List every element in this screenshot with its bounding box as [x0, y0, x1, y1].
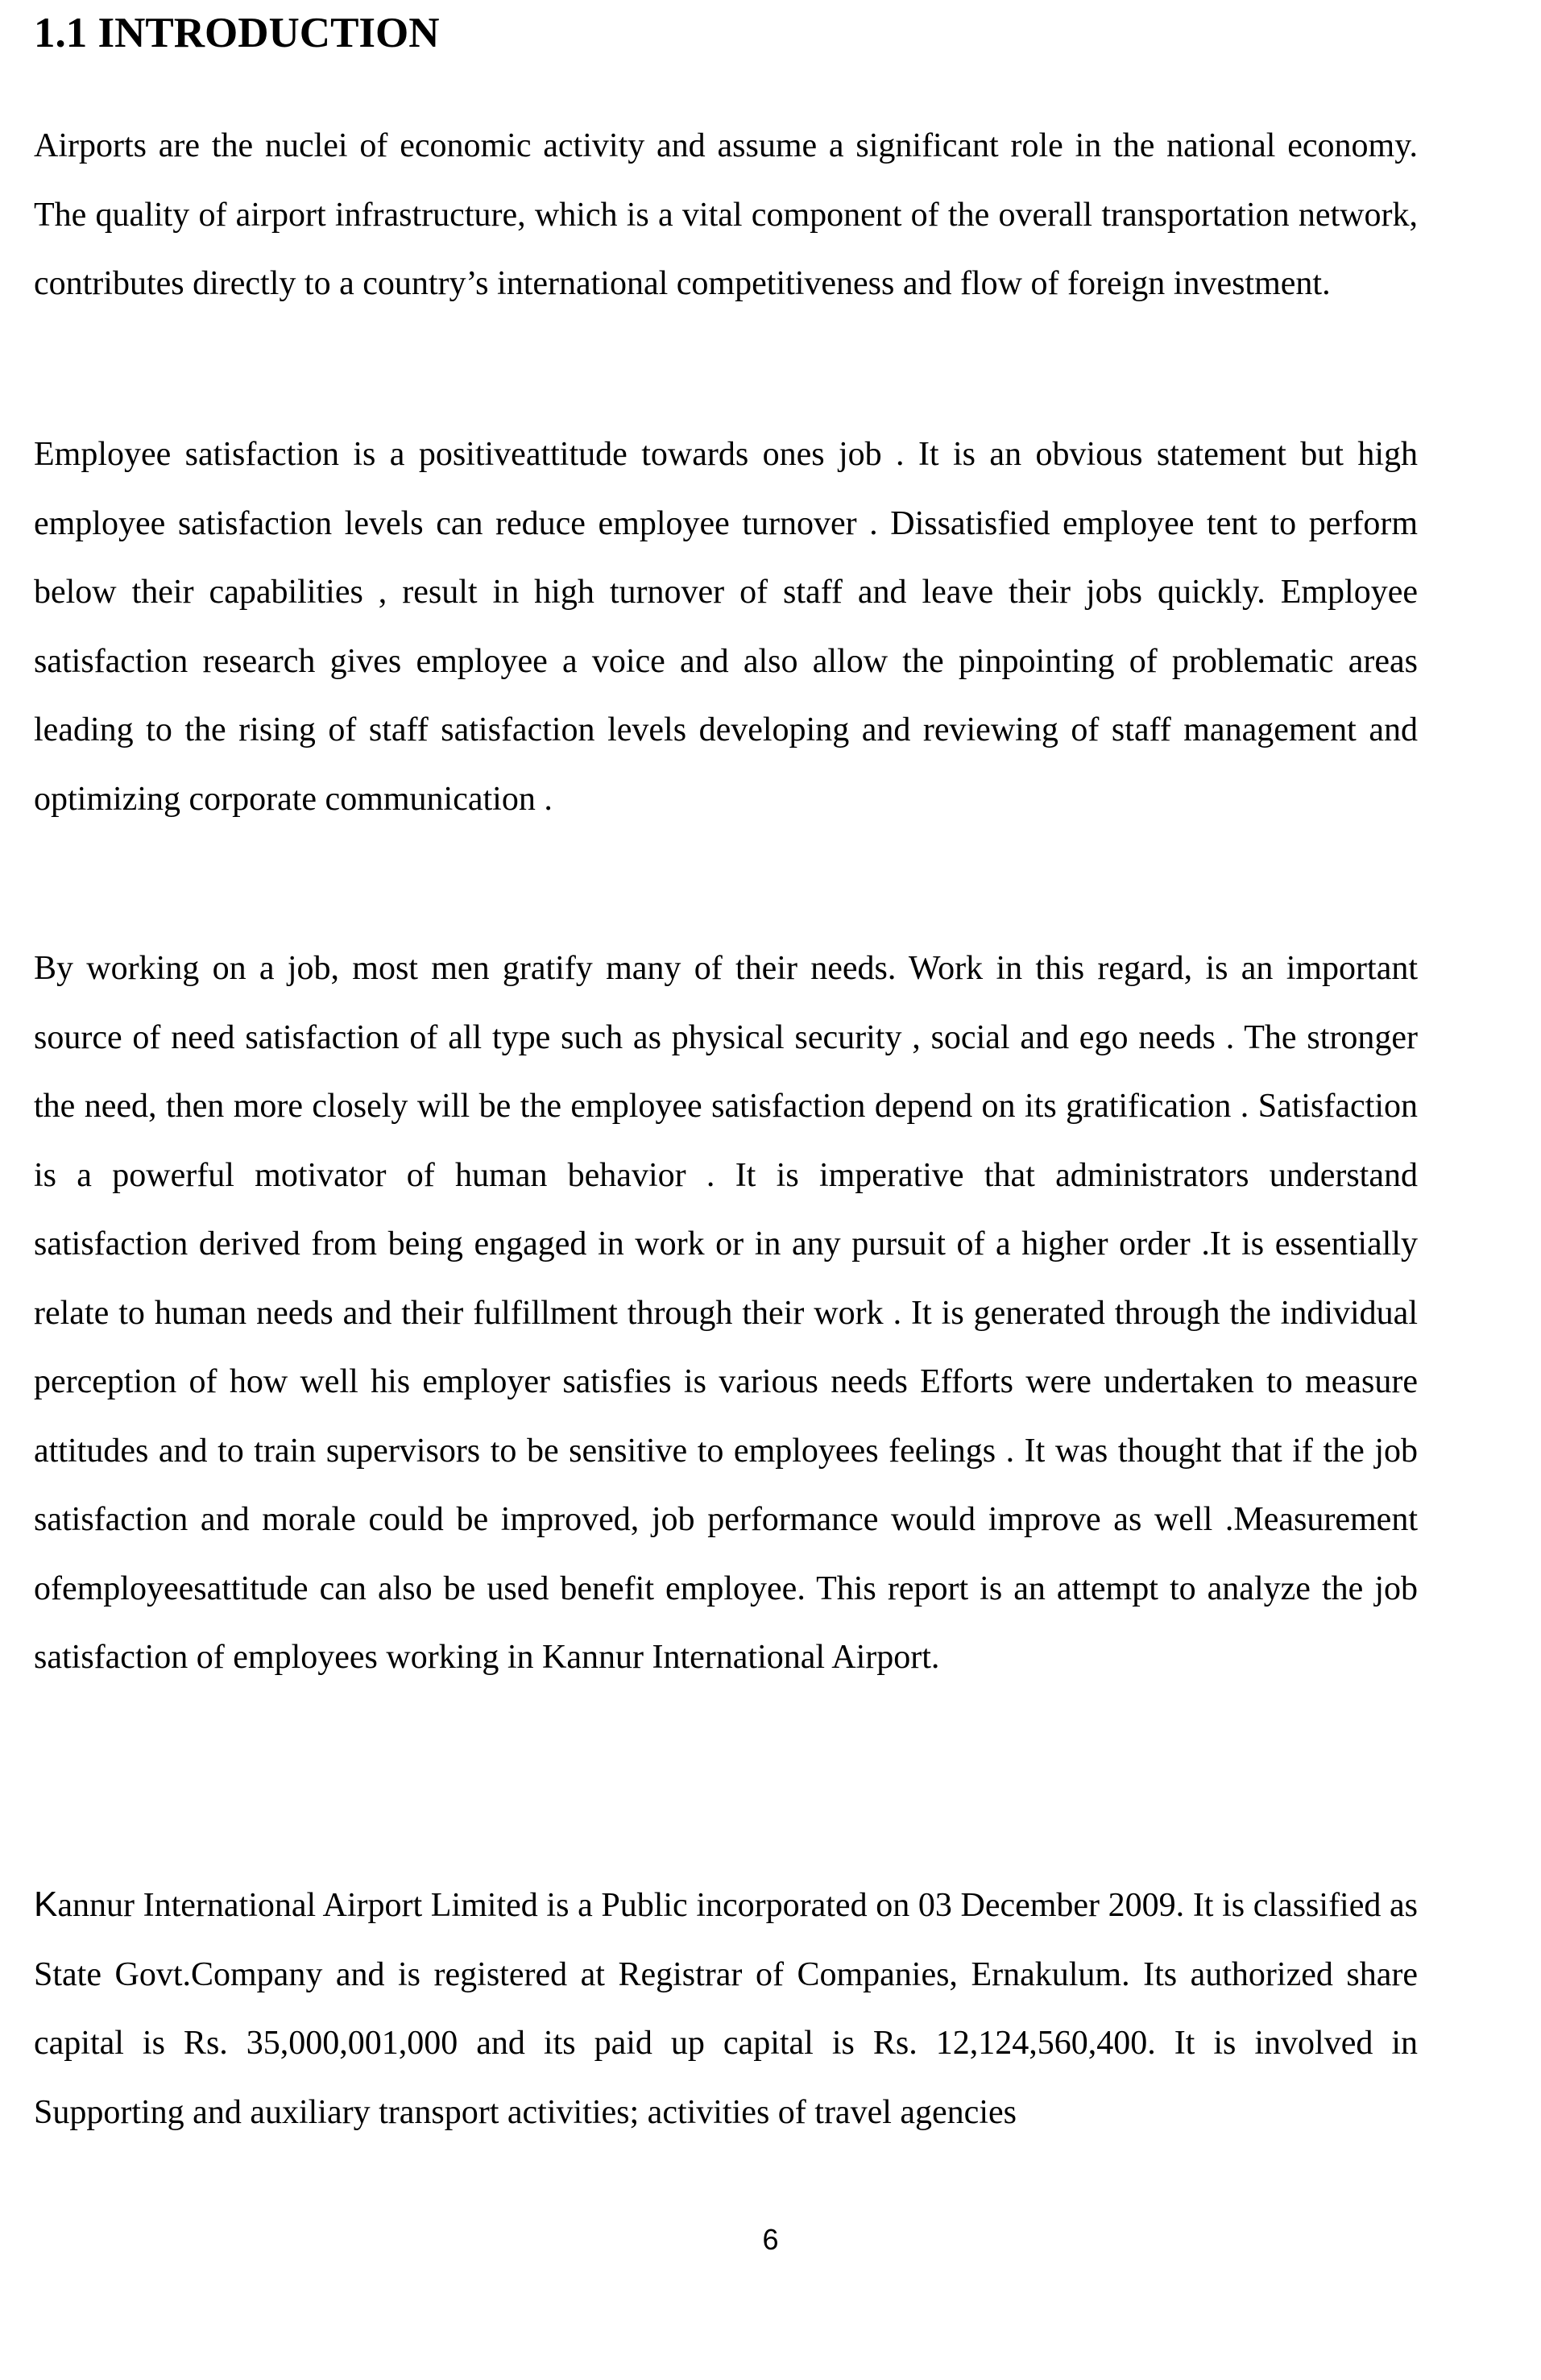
section-heading: 1.1 INTRODUCTION — [34, 10, 440, 56]
paragraph-employee-satisfaction: Employee satisfaction is a positiveattitude towards ones job . It is an obvious statement but high employee satisfaction levels can reduce employee turnover . Dissatisfied employee tent to perform below their capabilities , result in high turnover of staff and leave their jobs quickly. Employee satisfaction research gives employee a voice and also allow the pinpointing of problematic areas leading to the rising of staff satisfaction levels developing and reviewing of staff management and optimizing corporate communication . — [34, 436, 1418, 818]
paragraph-job-gratification: By working on a job, most men gratify many of their needs. Work in this regard, is an important source of need satisfaction of all type such as physical security , social and ego needs . The stronger the need, then more closely will be the employee satisfaction depend on its gratification . Satisfaction is a powerful motivator of human behavior . It is imperative that administrators understand satisfaction derived from being engaged in work or in any pursuit of a higher order .It is essentially relate to human needs and their fulfillment through their work . It is generated through the individual perception of how well his employer satisfies is various needs Efforts were undertaken to measure attitudes and to train supervisors to be sensitive to employees feelings . It was thought that if the job satisfaction and morale could be improved, job performance would improve as well .Measurement ofemployeesattitude can also be used benefit employee. This report is an attempt to analyze the job satisfaction of employees working in Kannur International Airport. — [34, 950, 1418, 1676]
paragraph-initial-letter: K — [34, 1885, 58, 1924]
paragraph-kannur-airport-text: annur International Airport Limited is a Public incorporated on 03 December 2009. It is classified as State Govt.Company and is registered at Registrar of Companies, Ernakulum. Its authorized share capital is Rs. 35,000,001,000 and its paid up capital is Rs. 12,124,560,400. It is involved in Supporting and auxiliary transport activities; activities of travel agencies — [34, 1887, 1418, 2131]
paragraph-airports: Airports are the nuclei of economic activity and assume a significant role in the national economy. The quality of airport infrastructure, which is a vital component of the overall transportation network, contributes directly to a country’s international competitiveness and flow of foreign investment. — [34, 127, 1418, 302]
paragraph-kannur-airport — [34, 1870, 1418, 2147]
page-number: 6 — [762, 2223, 779, 2256]
